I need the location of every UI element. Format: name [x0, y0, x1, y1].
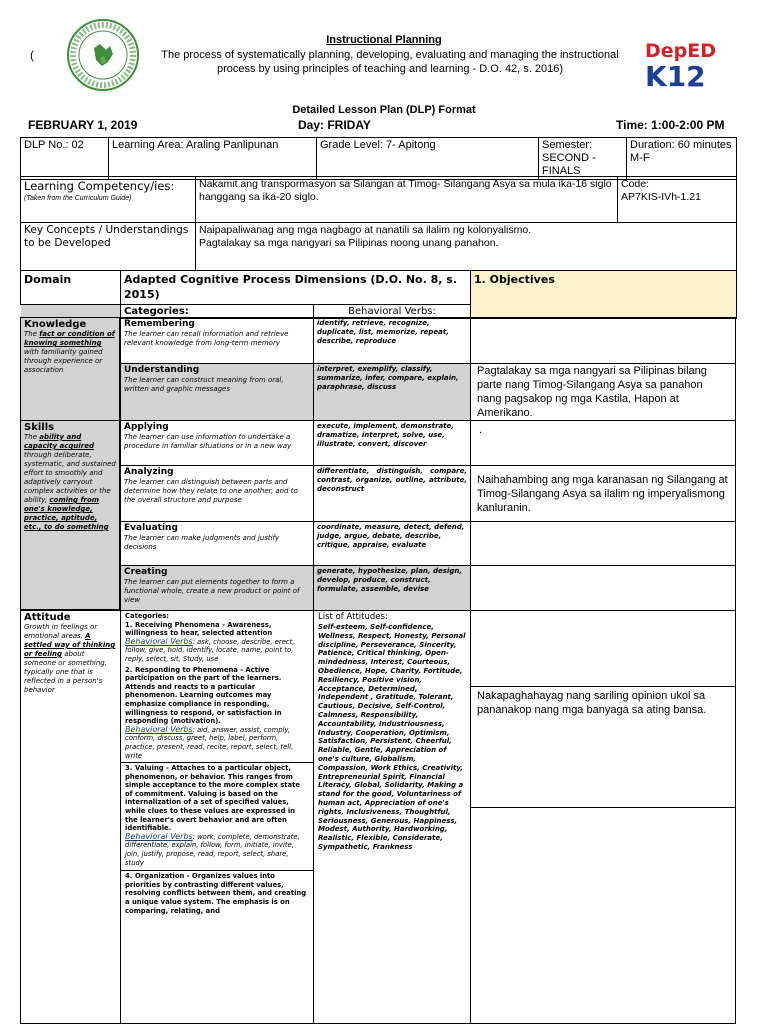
- attitude-category-4: 4. Organization - Organizes values into priorities by contrasting different values, resolving conflicts between them, and creating a unique value system. The emphasis is on comparing, relating, and: [121, 870, 313, 916]
- knowledge-cell: [20, 317, 120, 421]
- key-concepts-label: Key Concepts / Understandings to be Developed: [21, 223, 196, 271]
- creating-verbs: generate, hypothesize, plan, design, develop, produce, construct, formulate, assemble, devise: [313, 565, 471, 611]
- evaluating-title: Evaluating: [124, 523, 178, 533]
- header-description: The process of systematically planning, developing, evaluating and managing the instructional process by using principles of teaching and learning - D.O. 42, s. 2016): [161, 49, 619, 75]
- attitude-objective: Nakapaghahayag nang sariling opinion ukol sa pananakop nang mga banyaga sa ating bansa.: [470, 686, 736, 808]
- attitude-categories-cell: [120, 610, 314, 1024]
- competency-note: (Taken from the Curriculum Guide): [24, 195, 132, 202]
- attitude-list-label: List of Attitudes:: [318, 612, 388, 622]
- categories-header: Categories:: [121, 305, 314, 319]
- domain-header: Domain: [21, 271, 121, 305]
- understanding-cell: [120, 363, 314, 421]
- remembering-objective: [470, 317, 736, 364]
- skills-title: Skills: [24, 422, 55, 433]
- attitude-list: Self-esteem, Self-confidence, Wellness, Respect, Honesty, Personal discipline, Perseverance, Sincerity, Patience, Critical thinking, Open-mindedness, Interest, Courteous, Obedience, Hope, Charity, Fortitude, Resiliency, Positive vision, Acceptance, Determined, Independent , Gratitude, Tolerant, Cautious, Decisive, Self-Control, Calmness, Responsibility, Accountability, Industriousness, Industry, Cooperation, Optimism, Satisfaction, Persistent, Cheerful, Reliable, Gentle, Appreciation of one's culture, Globalism, Compassion, Work Ethics, Creativity, Entrepreneurial Spirit, Financial Literacy, Global, Solidarity, Making a stand for the good, Voluntariness of human act, Appreciation of one's rights, Inclusiveness, Thoughtful, Seriousness, Generous, Happiness, Modest, Authority, Hardworking, Realistic, Flexible, Considerate, Sympathetic, Frankness: [318, 623, 466, 851]
- key-concept-line-1: Naipapaliwanag ang mga nagbago at nanatili sa ilalim ng kolonyalismo.: [199, 224, 532, 236]
- competency-table: [20, 176, 737, 271]
- applying-desc: The learner can use information to undertake a procedure in familiar situations or in a new way: [124, 433, 292, 450]
- applying-title: Applying: [124, 422, 169, 432]
- knowledge-description: The fact or condition of knowing something with familiarity gained through experience or association: [24, 330, 115, 374]
- deped-k12-logo: [645, 40, 725, 96]
- code-value: AP7KIS-IVh-1.21: [621, 191, 701, 203]
- remembering-verbs: identify, retrieve, recognize, duplicate, list, memorize, repeat, describe, reproduce: [313, 317, 471, 364]
- lesson-day: Day: FRIDAY: [298, 118, 371, 132]
- attitude-category-3: 3. Valuing - Attaches to a particular object, phenomenon, or behavior. This ranges from simple acceptance to the more complex state of commitment. Valuing is based on the internalization of a set of specified values, while clues to these values are expressed in the learner's overt behavior and are often identifiable. Behavioral Verbs: work, complete, demonstrate, differentiate, explain, follow, form, initiate, invite, join, justify, propose, read, report, select, share, study: [121, 762, 313, 868]
- creating-title: Creating: [124, 567, 168, 577]
- remembering-desc: The learner can recall information and retrieve relevant knowledge from long-term memory: [124, 330, 289, 347]
- understanding-verbs: interpret, exemplify, classify, summarize, infer, compare, explain, paraphrase, discuss: [313, 363, 471, 421]
- attitude-cell: [20, 610, 121, 1024]
- attitude-objective-blank-2: [470, 807, 736, 1024]
- behavioral-verbs-header: Behavioral Verbs:: [314, 305, 471, 319]
- objectives-header: 1. Objectives: [471, 271, 737, 319]
- duration: Duration: 60 minutes M-F: [627, 138, 737, 180]
- opening-parenthesis: (: [30, 48, 34, 62]
- analyzing-verbs: differentiate, distinguish, compare, contrast, organize, outline, attribute, deconstruct: [313, 465, 471, 522]
- evaluating-cell: [120, 521, 314, 566]
- attitude-categories-label: Categories:: [125, 612, 170, 620]
- understanding-desc: The learner can construct meaning from oral, written and graphic messages: [124, 376, 284, 393]
- skills-cell: [20, 420, 120, 610]
- attitude-objective-blank-1: [470, 610, 736, 687]
- lesson-date: FEBRUARY 1, 2019: [28, 118, 138, 132]
- remembering-cell: [120, 317, 314, 364]
- domain-table: [20, 270, 737, 319]
- dlp-info-table: [20, 137, 737, 180]
- remembering-title: Remembering: [124, 319, 195, 329]
- grade-level: Grade Level: 7- Apitong: [317, 138, 539, 180]
- attitude-title: Attitude: [24, 612, 71, 623]
- evaluating-objective: [470, 521, 736, 566]
- attitude-description: Growth in feelings or emotional areas. A settled way of thinking or feeling about someone or something, typically one that is reflected in a person's behavior: [24, 623, 116, 694]
- key-concepts-cell: [196, 223, 737, 271]
- attitude-list-cell: [313, 610, 471, 1024]
- applying-objective: .: [470, 420, 736, 466]
- competency-label: Learning Competency/ies:: [24, 179, 175, 193]
- attitude-category-1: 1. Receiving Phenomena - Awareness, willingness to hear, selected attention Behavioral Verbs: ask, choose, describe, erect, follow, give, hold, identify, locate, name, point to, reply, select, sit, Study, use: [125, 620, 295, 663]
- applying-verbs: execute, implement, demonstrate, dramatize, interpret, solve, use, illustrate, convert, discover: [313, 420, 471, 466]
- dlp-number: DLP No.: 02: [21, 138, 109, 180]
- understanding-objective: Pagtalakay sa mga nangyari sa Pilipinas bilang parte nang Timog-Silangang Asya sa panahon nang pagsakop ng mga Kastila, Hapon at Amerikano.: [470, 363, 736, 421]
- analyzing-title: Analyzing: [124, 467, 174, 477]
- code-label: Code:: [621, 178, 650, 190]
- creating-cell: [120, 565, 314, 611]
- k12-logo-text: K12: [645, 60, 706, 93]
- lesson-time: Time: 1:00-2:00 PM: [616, 118, 725, 132]
- competency-code-cell: [618, 177, 737, 223]
- evaluating-desc: The learner can make judgments and justify decisions: [124, 534, 280, 551]
- understanding-title: Understanding: [124, 365, 200, 375]
- applying-cell: [120, 420, 314, 466]
- skills-description: The ability and capacity acquired through deliberate, systematic, and sustained effort to smoothly and adaptively carryout complex activities or the ability, coming from one's knowledge, practice, aptitude, etc., to do something: [24, 433, 116, 531]
- creating-objective: [470, 565, 736, 611]
- analyzing-desc: The learner can distinguish between parts and determine how they relate to one another, and to the overall structure and purpose: [124, 478, 298, 504]
- dlp-format-title: Detailed Lesson Plan (DLP) Format: [292, 104, 476, 116]
- page-title: Instructional Planning: [326, 34, 442, 46]
- knowledge-title: Knowledge: [24, 319, 87, 330]
- adapted-header: Adapted Cognitive Process Dimensions (D.O. No. 8, s. 2015): [121, 271, 471, 305]
- analyzing-cell: [120, 465, 314, 522]
- analyzing-objective: Naihahambing ang mga karanasan ng Silangang at Timog-Silangang Asya sa ilalim ng imperyalismong kanluranin.: [470, 465, 736, 522]
- deped-logo-text: DepED: [645, 40, 717, 62]
- deped-seal-icon: [66, 18, 140, 92]
- evaluating-verbs: coordinate, measure, detect, defend, judge, argue, debate, describe, critique, appraise, evaluate: [313, 521, 471, 566]
- semester: Semester: SECOND - FINALS: [539, 138, 627, 180]
- attitude-category-2: 2. Responding to Phenomena - Active participation on the part of the learners. Attends and reacts to a particular phenomenon. Learning outcomes may emphasize compliance in responding, willingness to respond, or satisfaction in responding (motivation). Behavioral Verbs: aid, answer, assist, comply, conform, discuss, greet, help, label, perform, practice, present, read, recite, report, select, tell, write: [125, 665, 294, 760]
- competency-label-cell: [21, 177, 196, 223]
- competency-text: Nakamit ang transpormasyon sa Silangan at Timog- Silangang Asya sa mula ika-16 siglo hanggang sa ika-20 siglo.: [196, 177, 618, 223]
- key-concept-line-2: Pagtalakay sa mga nangyari sa Pilipinas noong unang panahon.: [199, 237, 499, 249]
- creating-desc: The learner can put elements together to form a functional whole, create a new product or point of view: [124, 578, 300, 604]
- learning-area: Learning Area: Araling Panlipunan: [109, 138, 317, 180]
